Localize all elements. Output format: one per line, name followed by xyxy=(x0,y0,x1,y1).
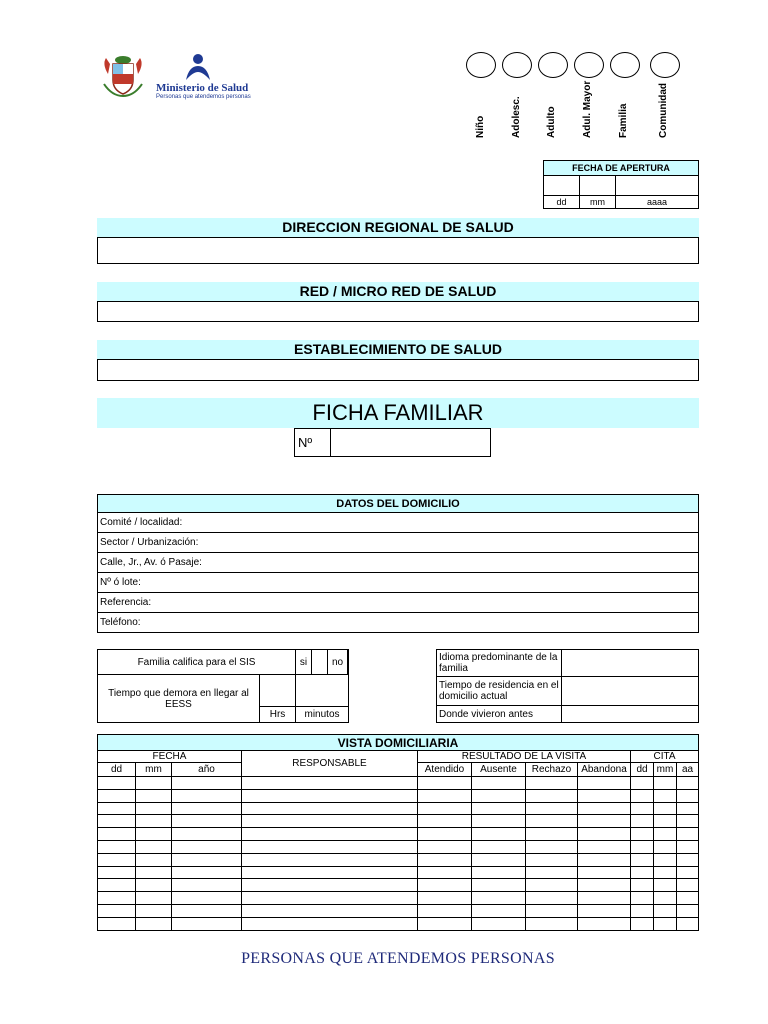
visita-cell[interactable] xyxy=(677,828,699,841)
category-circle-adulto[interactable] xyxy=(538,52,568,78)
domicilio-field-calle[interactable]: Calle, Jr., Av. ó Pasaje: xyxy=(98,553,699,573)
domicilio-field-sector[interactable]: Sector / Urbanización: xyxy=(98,533,699,553)
visita-cell[interactable] xyxy=(242,840,418,853)
visita-row xyxy=(98,840,699,853)
visita-cell[interactable] xyxy=(578,904,631,917)
visita-cell[interactable] xyxy=(631,892,654,905)
visita-cell[interactable] xyxy=(677,777,699,790)
visita-cell[interactable] xyxy=(242,815,418,828)
visita-cell[interactable] xyxy=(242,777,418,790)
visita-cell[interactable] xyxy=(136,815,172,828)
visita-cell[interactable] xyxy=(418,777,472,790)
visita-cell[interactable] xyxy=(136,789,172,802)
ficha-number-input[interactable] xyxy=(330,428,491,457)
visita-cell[interactable] xyxy=(98,917,136,930)
visita-cell[interactable] xyxy=(98,789,136,802)
category-label-adul-mayor: Adul. Mayor xyxy=(582,80,593,138)
visita-cell[interactable] xyxy=(136,892,172,905)
visita-cell[interactable] xyxy=(631,917,654,930)
visita-cell[interactable] xyxy=(526,917,578,930)
visita-cell[interactable] xyxy=(472,802,526,815)
domicilio-title: DATOS DEL DOMICILIO xyxy=(98,495,699,513)
visita-cell[interactable] xyxy=(677,866,699,879)
visita-cell[interactable] xyxy=(578,879,631,892)
sis-no-checkbox[interactable] xyxy=(348,650,349,675)
visita-cell[interactable] xyxy=(654,840,677,853)
visita-cell[interactable] xyxy=(654,892,677,905)
ministerio-logo-icon xyxy=(183,52,213,82)
idioma-table xyxy=(436,649,699,723)
visita-cell[interactable] xyxy=(418,866,472,879)
visita-resultado-header: RESULTADO DE LA VISITA xyxy=(418,751,631,763)
category-label-nino: Niño xyxy=(475,115,486,138)
category-circle-nino[interactable] xyxy=(466,52,496,78)
visita-cell[interactable] xyxy=(677,917,699,930)
visita-cell[interactable] xyxy=(172,866,242,879)
visita-cell[interactable] xyxy=(136,917,172,930)
visita-cell[interactable] xyxy=(242,879,418,892)
visita-cell[interactable] xyxy=(172,777,242,790)
fecha-apertura-title: FECHA DE APERTURA xyxy=(544,161,699,176)
domicilio-table xyxy=(97,494,699,633)
tiempo-minutos-input[interactable] xyxy=(296,675,349,707)
visita-cell[interactable] xyxy=(136,777,172,790)
visita-fecha-header: FECHA xyxy=(98,751,242,763)
tiempo-eess-label: Tiempo que demora en llegar al EESS xyxy=(98,675,260,723)
category-label-adulto: Adulto xyxy=(546,106,557,138)
sis-si-checkbox[interactable] xyxy=(312,650,328,675)
fecha-apertura-dd-label: dd xyxy=(544,196,580,209)
visita-row xyxy=(98,828,699,841)
visita-cell[interactable] xyxy=(631,815,654,828)
visita-cell[interactable] xyxy=(98,866,136,879)
visita-cell[interactable] xyxy=(526,853,578,866)
visita-cell[interactable] xyxy=(631,802,654,815)
visita-cell[interactable] xyxy=(631,879,654,892)
footer-slogan: PERSONAS QUE ATENDEMOS PERSONAS xyxy=(241,950,555,967)
visita-cell[interactable] xyxy=(242,917,418,930)
visita-cell[interactable] xyxy=(98,815,136,828)
idioma-input[interactable] xyxy=(562,650,699,677)
visita-cell[interactable] xyxy=(418,917,472,930)
visita-cell[interactable] xyxy=(472,789,526,802)
visita-cell[interactable] xyxy=(136,904,172,917)
visita-rechazo-header: Rechazo xyxy=(526,763,578,777)
visita-cell[interactable] xyxy=(242,802,418,815)
visita-cell[interactable] xyxy=(677,853,699,866)
idioma-label: Idioma predominante de la familia xyxy=(437,650,562,677)
visita-cell[interactable] xyxy=(98,777,136,790)
visita-cell[interactable] xyxy=(172,802,242,815)
visita-cell[interactable] xyxy=(472,904,526,917)
tiempo-minutos-label: minutos xyxy=(296,707,349,723)
visita-cell[interactable] xyxy=(136,879,172,892)
visita-cell[interactable] xyxy=(654,879,677,892)
visita-cell[interactable] xyxy=(172,840,242,853)
visita-row xyxy=(98,866,699,879)
visita-cell[interactable] xyxy=(654,777,677,790)
ficha-number-label-box xyxy=(294,428,331,457)
visita-cell[interactable] xyxy=(578,840,631,853)
visita-cell[interactable] xyxy=(98,904,136,917)
visita-cell[interactable] xyxy=(677,802,699,815)
visita-cell[interactable] xyxy=(631,840,654,853)
category-circle-adul-mayor[interactable] xyxy=(574,52,604,78)
visita-cell[interactable] xyxy=(578,815,631,828)
visita-cell[interactable] xyxy=(654,866,677,879)
direccion-regional-title: DIRECCION REGIONAL DE SALUD xyxy=(97,218,699,237)
fecha-apertura-aaaa-input[interactable] xyxy=(616,176,699,196)
visita-table xyxy=(97,734,699,931)
visita-cell[interactable] xyxy=(654,789,677,802)
domicilio-field-telefono[interactable]: Teléfono: xyxy=(98,613,699,633)
visita-cell[interactable] xyxy=(526,866,578,879)
sis-table xyxy=(97,649,349,723)
visita-cell[interactable] xyxy=(677,815,699,828)
visita-row xyxy=(98,815,699,828)
visita-cell[interactable] xyxy=(472,853,526,866)
category-label-comunidad: Comunidad xyxy=(658,83,669,138)
visita-cell[interactable] xyxy=(677,904,699,917)
visita-cell[interactable] xyxy=(631,828,654,841)
visita-cell[interactable] xyxy=(418,853,472,866)
ficha-familiar-title: FICHA FAMILIAR xyxy=(97,398,699,428)
visita-cell[interactable] xyxy=(654,815,677,828)
visita-cell[interactable] xyxy=(98,802,136,815)
visita-cita-aa-header: aa xyxy=(677,763,699,777)
visita-row xyxy=(98,777,699,790)
sis-label: Familia califica para el SIS xyxy=(98,650,296,675)
visita-abandona-header: Abandona xyxy=(578,763,631,777)
visita-cell[interactable] xyxy=(578,828,631,841)
visita-cita-mm-header: mm xyxy=(654,763,677,777)
visita-cell[interactable] xyxy=(526,840,578,853)
visita-row xyxy=(98,853,699,866)
visita-cell[interactable] xyxy=(242,853,418,866)
visita-row xyxy=(98,789,699,802)
visita-cell[interactable] xyxy=(578,866,631,879)
category-label-familia: Familia xyxy=(618,103,629,138)
visita-cell[interactable] xyxy=(418,789,472,802)
visita-cell[interactable] xyxy=(172,892,242,905)
visita-cell[interactable] xyxy=(418,904,472,917)
visita-cell[interactable] xyxy=(172,917,242,930)
direccion-regional-input[interactable] xyxy=(97,237,699,264)
category-circle-familia[interactable] xyxy=(610,52,640,78)
visita-cell[interactable] xyxy=(418,828,472,841)
visita-cell[interactable] xyxy=(578,777,631,790)
visita-title: VISTA DOMICILIARIA xyxy=(98,735,699,751)
establecimiento-input[interactable] xyxy=(97,359,699,381)
visita-row xyxy=(98,879,699,892)
visita-cell[interactable] xyxy=(677,840,699,853)
visita-cell[interactable] xyxy=(654,828,677,841)
visita-cell[interactable] xyxy=(172,879,242,892)
visita-cell[interactable] xyxy=(98,840,136,853)
visita-cell[interactable] xyxy=(172,815,242,828)
visita-cell[interactable] xyxy=(526,879,578,892)
visita-cell[interactable] xyxy=(172,828,242,841)
ministry-name: Ministerio de Salud xyxy=(156,82,249,94)
visita-cell[interactable] xyxy=(631,789,654,802)
fecha-apertura-mm-input[interactable] xyxy=(580,176,616,196)
ficha-number-label: Nº xyxy=(298,435,313,450)
visita-cell[interactable] xyxy=(654,917,677,930)
red-micro-red-title: RED / MICRO RED DE SALUD xyxy=(97,282,699,301)
fecha-apertura-mm-label: mm xyxy=(580,196,616,209)
visita-cell[interactable] xyxy=(578,802,631,815)
visita-atendido-header: Atendido xyxy=(418,763,472,777)
visita-cell[interactable] xyxy=(472,892,526,905)
visita-cell[interactable] xyxy=(242,892,418,905)
visita-cell[interactable] xyxy=(526,815,578,828)
visita-cell[interactable] xyxy=(172,904,242,917)
visita-cell[interactable] xyxy=(526,828,578,841)
visita-cell[interactable] xyxy=(418,840,472,853)
visita-cell[interactable] xyxy=(631,777,654,790)
visita-anio-header: año xyxy=(172,763,242,777)
visita-row xyxy=(98,892,699,905)
visita-cell[interactable] xyxy=(242,904,418,917)
category-circle-adolesc[interactable] xyxy=(502,52,532,78)
tiempo-hrs-label: Hrs xyxy=(260,707,296,723)
visita-cell[interactable] xyxy=(136,840,172,853)
visita-cell[interactable] xyxy=(242,866,418,879)
visita-cell[interactable] xyxy=(677,879,699,892)
visita-cell[interactable] xyxy=(98,828,136,841)
visita-cell[interactable] xyxy=(472,840,526,853)
sis-no-label: no xyxy=(328,650,348,675)
visita-cell[interactable] xyxy=(526,777,578,790)
visita-cell[interactable] xyxy=(677,892,699,905)
tiempo-hrs-input[interactable] xyxy=(260,675,296,707)
fecha-apertura-aaaa-label: aaaa xyxy=(616,196,699,209)
visita-cell[interactable] xyxy=(677,789,699,802)
visita-cell[interactable] xyxy=(172,789,242,802)
visita-row xyxy=(98,917,699,930)
visita-cita-header: CITA xyxy=(631,751,699,763)
visita-cell[interactable] xyxy=(472,917,526,930)
sis-si-label: si xyxy=(296,650,312,675)
visita-cell[interactable] xyxy=(578,853,631,866)
visita-cita-dd-header: dd xyxy=(631,763,654,777)
visita-cell[interactable] xyxy=(136,866,172,879)
domicilio-field-comite[interactable]: Comité / localidad: xyxy=(98,513,699,533)
visita-cell[interactable] xyxy=(136,802,172,815)
visita-cell[interactable] xyxy=(526,802,578,815)
visita-cell[interactable] xyxy=(631,866,654,879)
visita-row xyxy=(98,904,699,917)
visita-cell[interactable] xyxy=(654,853,677,866)
visita-cell[interactable] xyxy=(654,802,677,815)
vivieron-label: Donde vivieron antes xyxy=(437,706,562,723)
vivieron-input[interactable] xyxy=(562,706,699,723)
category-label-adolesc: Adolesc. xyxy=(511,96,522,138)
visita-cell[interactable] xyxy=(418,892,472,905)
visita-cell[interactable] xyxy=(136,853,172,866)
visita-dd-header: dd xyxy=(98,763,136,777)
fecha-apertura-dd-input[interactable] xyxy=(544,176,580,196)
visita-row xyxy=(98,802,699,815)
visita-cell[interactable] xyxy=(136,828,172,841)
visita-cell[interactable] xyxy=(472,777,526,790)
visita-cell[interactable] xyxy=(242,789,418,802)
visita-cell[interactable] xyxy=(526,789,578,802)
residencia-label: Tiempo de residencia en el domicilio actual xyxy=(437,677,562,706)
category-circle-comunidad[interactable] xyxy=(650,52,680,78)
visita-cell[interactable] xyxy=(526,904,578,917)
domicilio-field-referencia[interactable]: Referencia: xyxy=(98,593,699,613)
visita-cell[interactable] xyxy=(418,802,472,815)
domicilio-field-lote[interactable]: Nº ó lote: xyxy=(98,573,699,593)
visita-cell[interactable] xyxy=(418,815,472,828)
visita-cell[interactable] xyxy=(472,879,526,892)
visita-cell[interactable] xyxy=(654,904,677,917)
visita-cell[interactable] xyxy=(98,892,136,905)
visita-responsable-header: RESPONSABLE xyxy=(242,751,418,777)
visita-cell[interactable] xyxy=(172,853,242,866)
ministry-tagline: Personas que atendemos personas xyxy=(156,94,251,100)
visita-cell[interactable] xyxy=(98,853,136,866)
visita-cell[interactable] xyxy=(472,815,526,828)
visita-ausente-header: Ausente xyxy=(472,763,526,777)
visita-cell[interactable] xyxy=(578,789,631,802)
red-micro-red-input[interactable] xyxy=(97,301,699,322)
visita-cell[interactable] xyxy=(98,879,136,892)
visita-cell[interactable] xyxy=(526,892,578,905)
visita-cell[interactable] xyxy=(472,828,526,841)
visita-cell[interactable] xyxy=(418,879,472,892)
fecha-apertura-table xyxy=(543,160,699,209)
residencia-input[interactable] xyxy=(562,677,699,706)
visita-cell[interactable] xyxy=(242,828,418,841)
visita-cell[interactable] xyxy=(631,853,654,866)
visita-cell[interactable] xyxy=(578,892,631,905)
visita-cell[interactable] xyxy=(472,866,526,879)
peru-coat-of-arms-icon xyxy=(100,54,146,98)
visita-cell[interactable] xyxy=(631,904,654,917)
visita-mm-header: mm xyxy=(136,763,172,777)
establecimiento-title: ESTABLECIMIENTO DE SALUD xyxy=(97,340,699,359)
visita-cell[interactable] xyxy=(578,917,631,930)
